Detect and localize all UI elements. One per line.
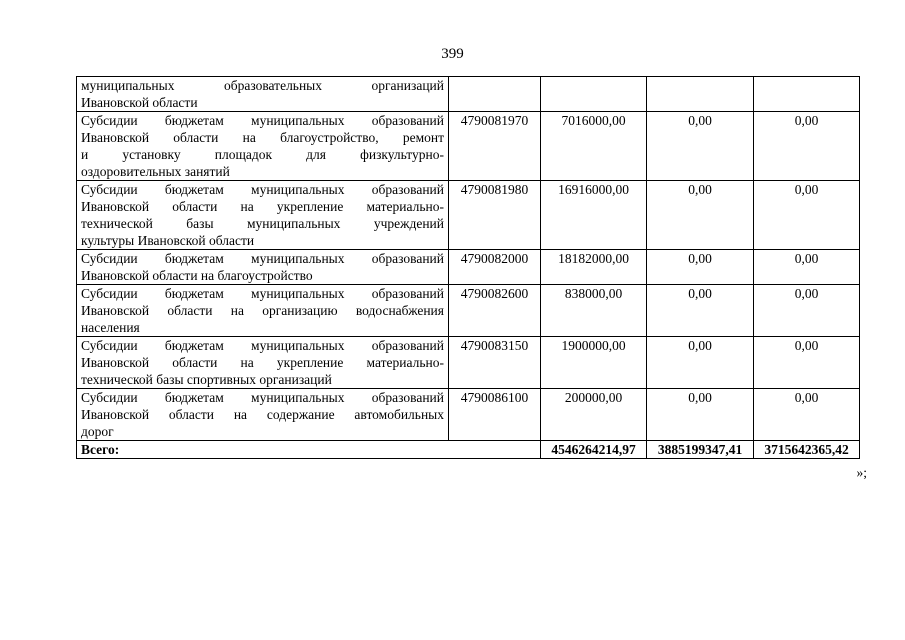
- target-code-cell: [449, 77, 541, 112]
- subsidy-name-cell: [77, 77, 449, 112]
- subsidy-name-line: и установку площадок для физкультурно-: [81, 147, 444, 162]
- subsidy-name-line: технической базы спортивных организаций: [81, 372, 332, 387]
- amount-year1-cell: 1900000,00: [541, 337, 647, 389]
- amount-year1-cell: [541, 77, 647, 112]
- subsidy-name-line: Ивановской области: [81, 95, 198, 110]
- amount-year1-cell: 18182000,00: [541, 250, 647, 285]
- subsidy-name-line: Субсидии бюджетам муниципальных образований: [81, 286, 444, 301]
- subsidy-name-cell: [77, 389, 449, 441]
- page-number: 399: [441, 46, 464, 62]
- table-row: [77, 181, 860, 250]
- subsidy-name-line: Ивановской области на укрепление материально-: [81, 199, 444, 214]
- target-code-cell: 4790086100: [449, 389, 541, 441]
- amount-year3-cell: 0,00: [754, 181, 860, 250]
- amount-year3-cell: 0,00: [754, 337, 860, 389]
- table-body: [77, 77, 860, 441]
- amount-year2-cell: 0,00: [647, 389, 754, 441]
- amount-year3-cell: 0,00: [754, 112, 860, 181]
- table-row: [77, 112, 860, 181]
- total-label: Всего:: [77, 441, 541, 459]
- amount-year2-cell: 0,00: [647, 285, 754, 337]
- subsidy-name-line: Субсидии бюджетам муниципальных образований: [81, 251, 444, 266]
- subsidy-name-line: Ивановской области на содержание автомобильных: [81, 407, 444, 422]
- table-row: [77, 337, 860, 389]
- subsidy-name-line: Ивановской области на благоустройство: [81, 268, 313, 283]
- subsidy-name-cell: [77, 337, 449, 389]
- subsidy-name-line: дорог: [81, 424, 114, 439]
- subsidy-name-line: Субсидии бюджетам муниципальных образований: [81, 182, 444, 197]
- target-code-cell: 4790081970: [449, 112, 541, 181]
- amount-year1-cell: 838000,00: [541, 285, 647, 337]
- total-year2: 3885199347,41: [647, 441, 754, 459]
- table-row: [77, 77, 860, 112]
- subsidy-name-cell: [77, 112, 449, 181]
- total-year3: 3715642365,42: [754, 441, 860, 459]
- amount-year3-cell: 0,00: [754, 285, 860, 337]
- target-code-cell: 4790081980: [449, 181, 541, 250]
- total-year1: 4546264214,97: [541, 441, 647, 459]
- amount-year2-cell: [647, 77, 754, 112]
- subsidy-name-line: Субсидии бюджетам муниципальных образований: [81, 113, 444, 128]
- target-code-cell: 4790083150: [449, 337, 541, 389]
- subsidy-name-line: технической базы муниципальных учреждений: [81, 216, 444, 231]
- subsidy-name-cell: [77, 181, 449, 250]
- subsidy-name-line: населения: [81, 320, 140, 335]
- amount-year3-cell: 0,00: [754, 250, 860, 285]
- amount-year3-cell: [754, 77, 860, 112]
- subsidy-name-line: Ивановской области на укрепление материально-: [81, 355, 444, 370]
- amount-year2-cell: 0,00: [647, 112, 754, 181]
- closing-quote-mark: »;: [856, 465, 867, 480]
- subsidy-name-line: культуры Ивановской области: [81, 233, 255, 248]
- subsidy-name-line: Ивановской области на организацию водоснабжения: [81, 303, 444, 318]
- amount-year2-cell: 0,00: [647, 181, 754, 250]
- subsidy-name-line: Субсидии бюджетам муниципальных образований: [81, 390, 444, 405]
- amount-year1-cell: 200000,00: [541, 389, 647, 441]
- subsidy-name-cell: [77, 285, 449, 337]
- amount-year3-cell: 0,00: [754, 389, 860, 441]
- amount-year2-cell: 0,00: [647, 337, 754, 389]
- subsidies-table: [76, 76, 860, 459]
- table-row: [77, 389, 860, 441]
- table-row: [77, 285, 860, 337]
- target-code-cell: 4790082000: [449, 250, 541, 285]
- amount-year2-cell: 0,00: [647, 250, 754, 285]
- subsidy-name-line: оздоровительных занятий: [81, 164, 230, 179]
- subsidy-name-line: Субсидии бюджетам муниципальных образований: [81, 338, 444, 353]
- subsidy-name-line: муниципальных образовательных организаций: [81, 78, 444, 93]
- amount-year1-cell: 16916000,00: [541, 181, 647, 250]
- amount-year1-cell: 7016000,00: [541, 112, 647, 181]
- subsidy-name-cell: [77, 250, 449, 285]
- target-code-cell: 4790082600: [449, 285, 541, 337]
- total-row: [77, 441, 860, 459]
- subsidy-name-line: Ивановской области на благоустройство, ремонт: [81, 130, 444, 145]
- table-row: [77, 250, 860, 285]
